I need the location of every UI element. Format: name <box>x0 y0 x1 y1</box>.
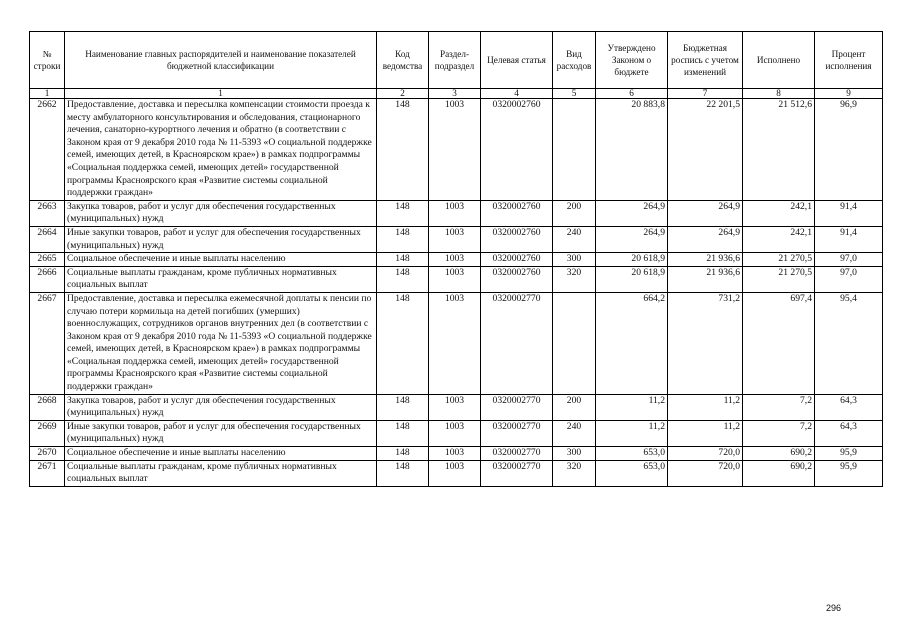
row-executed: 697,4 <box>743 292 815 394</box>
row-executed: 242,1 <box>743 200 815 226</box>
header-percent: Процент исполнения <box>815 32 883 89</box>
row-expense-type: 300 <box>553 447 596 461</box>
row-percent: 95,9 <box>815 447 883 461</box>
row-target: 0320002770 <box>481 447 553 461</box>
row-number: 2670 <box>30 447 65 461</box>
row-name: Иные закупки товаров, работ и услуг для обеспечения государственных (муниципальных) нужд <box>65 420 377 446</box>
row-budget-list: 731,2 <box>668 292 743 394</box>
row-target: 0320002760 <box>481 226 553 252</box>
row-dept-code: 148 <box>377 292 429 394</box>
table-row <box>30 292 883 394</box>
row-target: 0320002770 <box>481 394 553 420</box>
row-approved: 264,9 <box>596 226 668 252</box>
row-budget-list: 21 936,6 <box>668 266 743 292</box>
row-target: 0320002760 <box>481 99 553 201</box>
row-budget-list: 11,2 <box>668 420 743 446</box>
header-dept-code: Код ведомства <box>377 32 429 89</box>
table-row <box>30 460 883 486</box>
row-target: 0320002760 <box>481 200 553 226</box>
row-dept-code: 148 <box>377 253 429 267</box>
row-percent: 95,9 <box>815 460 883 486</box>
row-expense-type: 240 <box>553 420 596 446</box>
table-row <box>30 226 883 252</box>
row-budget-list: 720,0 <box>668 460 743 486</box>
row-dept-code: 148 <box>377 447 429 461</box>
row-expense-type: 200 <box>553 200 596 226</box>
row-name: Социальное обеспечение и иные выплаты населению <box>65 253 377 267</box>
column-number: 8 <box>743 89 815 99</box>
row-executed: 21 270,5 <box>743 253 815 267</box>
header-target: Целевая статья <box>481 32 553 89</box>
table-body <box>30 99 883 487</box>
row-expense-type: 320 <box>553 266 596 292</box>
row-section: 1003 <box>429 447 481 461</box>
column-number: 7 <box>668 89 743 99</box>
table-row <box>30 447 883 461</box>
row-name: Социальные выплаты гражданам, кроме публичных нормативных социальных выплат <box>65 266 377 292</box>
row-number: 2671 <box>30 460 65 486</box>
table-row <box>30 99 883 201</box>
table-row <box>30 266 883 292</box>
row-name: Социальное обеспечение и иные выплаты населению <box>65 447 377 461</box>
row-section: 1003 <box>429 420 481 446</box>
budget-execution-table <box>29 31 883 487</box>
row-approved: 20 883,8 <box>596 99 668 201</box>
header-budget-list: Бюджетная роспись с учетом изменений <box>668 32 743 89</box>
row-budget-list: 22 201,5 <box>668 99 743 201</box>
column-number: 4 <box>481 89 553 99</box>
row-number: 2665 <box>30 253 65 267</box>
row-number: 2666 <box>30 266 65 292</box>
column-number: 1 <box>65 89 377 99</box>
row-dept-code: 148 <box>377 200 429 226</box>
row-number: 2669 <box>30 420 65 446</box>
row-expense-type: 320 <box>553 460 596 486</box>
row-dept-code: 148 <box>377 420 429 446</box>
row-name: Закупка товаров, работ и услуг для обеспечения государственных (муниципальных) нужд <box>65 394 377 420</box>
row-section: 1003 <box>429 226 481 252</box>
row-executed: 690,2 <box>743 447 815 461</box>
row-number: 2667 <box>30 292 65 394</box>
row-number: 2662 <box>30 99 65 201</box>
row-percent: 91,4 <box>815 226 883 252</box>
row-executed: 21 270,5 <box>743 266 815 292</box>
row-target: 0320002760 <box>481 266 553 292</box>
column-number: 2 <box>377 89 429 99</box>
row-approved: 20 618,9 <box>596 253 668 267</box>
column-number: 6 <box>596 89 668 99</box>
row-approved: 653,0 <box>596 460 668 486</box>
row-target: 0320002760 <box>481 253 553 267</box>
row-executed: 21 512,6 <box>743 99 815 201</box>
row-section: 1003 <box>429 200 481 226</box>
table-row <box>30 394 883 420</box>
row-section: 1003 <box>429 460 481 486</box>
row-approved: 653,0 <box>596 447 668 461</box>
row-section: 1003 <box>429 253 481 267</box>
row-executed: 7,2 <box>743 420 815 446</box>
row-budget-list: 11,2 <box>668 394 743 420</box>
row-percent: 64,3 <box>815 420 883 446</box>
row-target: 0320002770 <box>481 460 553 486</box>
row-expense-type <box>553 99 596 201</box>
row-percent: 97,0 <box>815 253 883 267</box>
header-row-no: № строки <box>30 32 65 89</box>
header-expense-type: Вид расходов <box>553 32 596 89</box>
header-name: Наименование главных распорядителей и наименование показателей бюджетной классификации <box>65 32 377 89</box>
row-budget-list: 720,0 <box>668 447 743 461</box>
column-number: 3 <box>429 89 481 99</box>
table-row <box>30 420 883 446</box>
row-expense-type: 200 <box>553 394 596 420</box>
row-number: 2668 <box>30 394 65 420</box>
row-section: 1003 <box>429 99 481 201</box>
row-dept-code: 148 <box>377 266 429 292</box>
column-number: 1 <box>30 89 65 99</box>
row-name: Закупка товаров, работ и услуг для обеспечения государственных (муниципальных) нужд <box>65 200 377 226</box>
row-section: 1003 <box>429 266 481 292</box>
row-name: Предоставление, доставка и пересылка ежемесячной доплаты к пенсии по случаю потери кормильца на детей погибших (умерших) военнослужащих, сотрудников органов внутренних дел (в соответствии с Законом края от 9 декабря 2010 года № 11-5393 «О социальной поддержке семей, имеющих детей, в Красноярском крае») в рамках подпрограммы «Социальная поддержка семей, имеющих детей» государственной программы Красноярского края «Развитие системы социальной поддержки граждан» <box>65 292 377 394</box>
row-approved: 20 618,9 <box>596 266 668 292</box>
column-number: 9 <box>815 89 883 99</box>
header-executed: Исполнено <box>743 32 815 89</box>
row-percent: 97,0 <box>815 266 883 292</box>
column-number: 5 <box>553 89 596 99</box>
row-budget-list: 264,9 <box>668 200 743 226</box>
column-number-row <box>30 89 883 99</box>
row-number: 2663 <box>30 200 65 226</box>
row-expense-type: 300 <box>553 253 596 267</box>
row-percent: 64,3 <box>815 394 883 420</box>
row-percent: 96,9 <box>815 99 883 201</box>
row-approved: 11,2 <box>596 420 668 446</box>
header-approved: Утверждено Законом о бюджете <box>596 32 668 89</box>
row-number: 2664 <box>30 226 65 252</box>
row-dept-code: 148 <box>377 460 429 486</box>
row-dept-code: 148 <box>377 394 429 420</box>
row-expense-type: 240 <box>553 226 596 252</box>
row-name: Социальные выплаты гражданам, кроме публичных нормативных социальных выплат <box>65 460 377 486</box>
table-header <box>30 32 883 99</box>
row-approved: 664,2 <box>596 292 668 394</box>
row-target: 0320002770 <box>481 292 553 394</box>
page-number: 296 <box>826 603 842 613</box>
row-approved: 264,9 <box>596 200 668 226</box>
table-row <box>30 253 883 267</box>
row-section: 1003 <box>429 292 481 394</box>
row-executed: 242,1 <box>743 226 815 252</box>
budget-execution-table-container <box>29 31 882 487</box>
row-name: Иные закупки товаров, работ и услуг для обеспечения государственных (муниципальных) нужд <box>65 226 377 252</box>
row-dept-code: 148 <box>377 226 429 252</box>
row-section: 1003 <box>429 394 481 420</box>
row-percent: 95,4 <box>815 292 883 394</box>
row-approved: 11,2 <box>596 394 668 420</box>
row-expense-type <box>553 292 596 394</box>
row-dept-code: 148 <box>377 99 429 201</box>
row-percent: 91,4 <box>815 200 883 226</box>
row-target: 0320002770 <box>481 420 553 446</box>
table-row <box>30 200 883 226</box>
row-executed: 690,2 <box>743 460 815 486</box>
row-name: Предоставление, доставка и пересылка компенсации стоимости проезда к месту амбулаторного консультирования и обследования, стационарного лечения, санаторно-курортного лечения и обратно (в соответствии с Законом края от 9 декабря 2010 года № 11-5393 «О социальной поддержке семей, имеющих детей, в Красноярском крае») в рамках подпрограммы «Социальная поддержка семей, имеющих детей» государственной программы Красноярского края «Развитие системы социальной поддержки граждан» <box>65 99 377 201</box>
header-section: Раздел-подраздел <box>429 32 481 89</box>
row-budget-list: 264,9 <box>668 226 743 252</box>
row-budget-list: 21 936,6 <box>668 253 743 267</box>
row-executed: 7,2 <box>743 394 815 420</box>
